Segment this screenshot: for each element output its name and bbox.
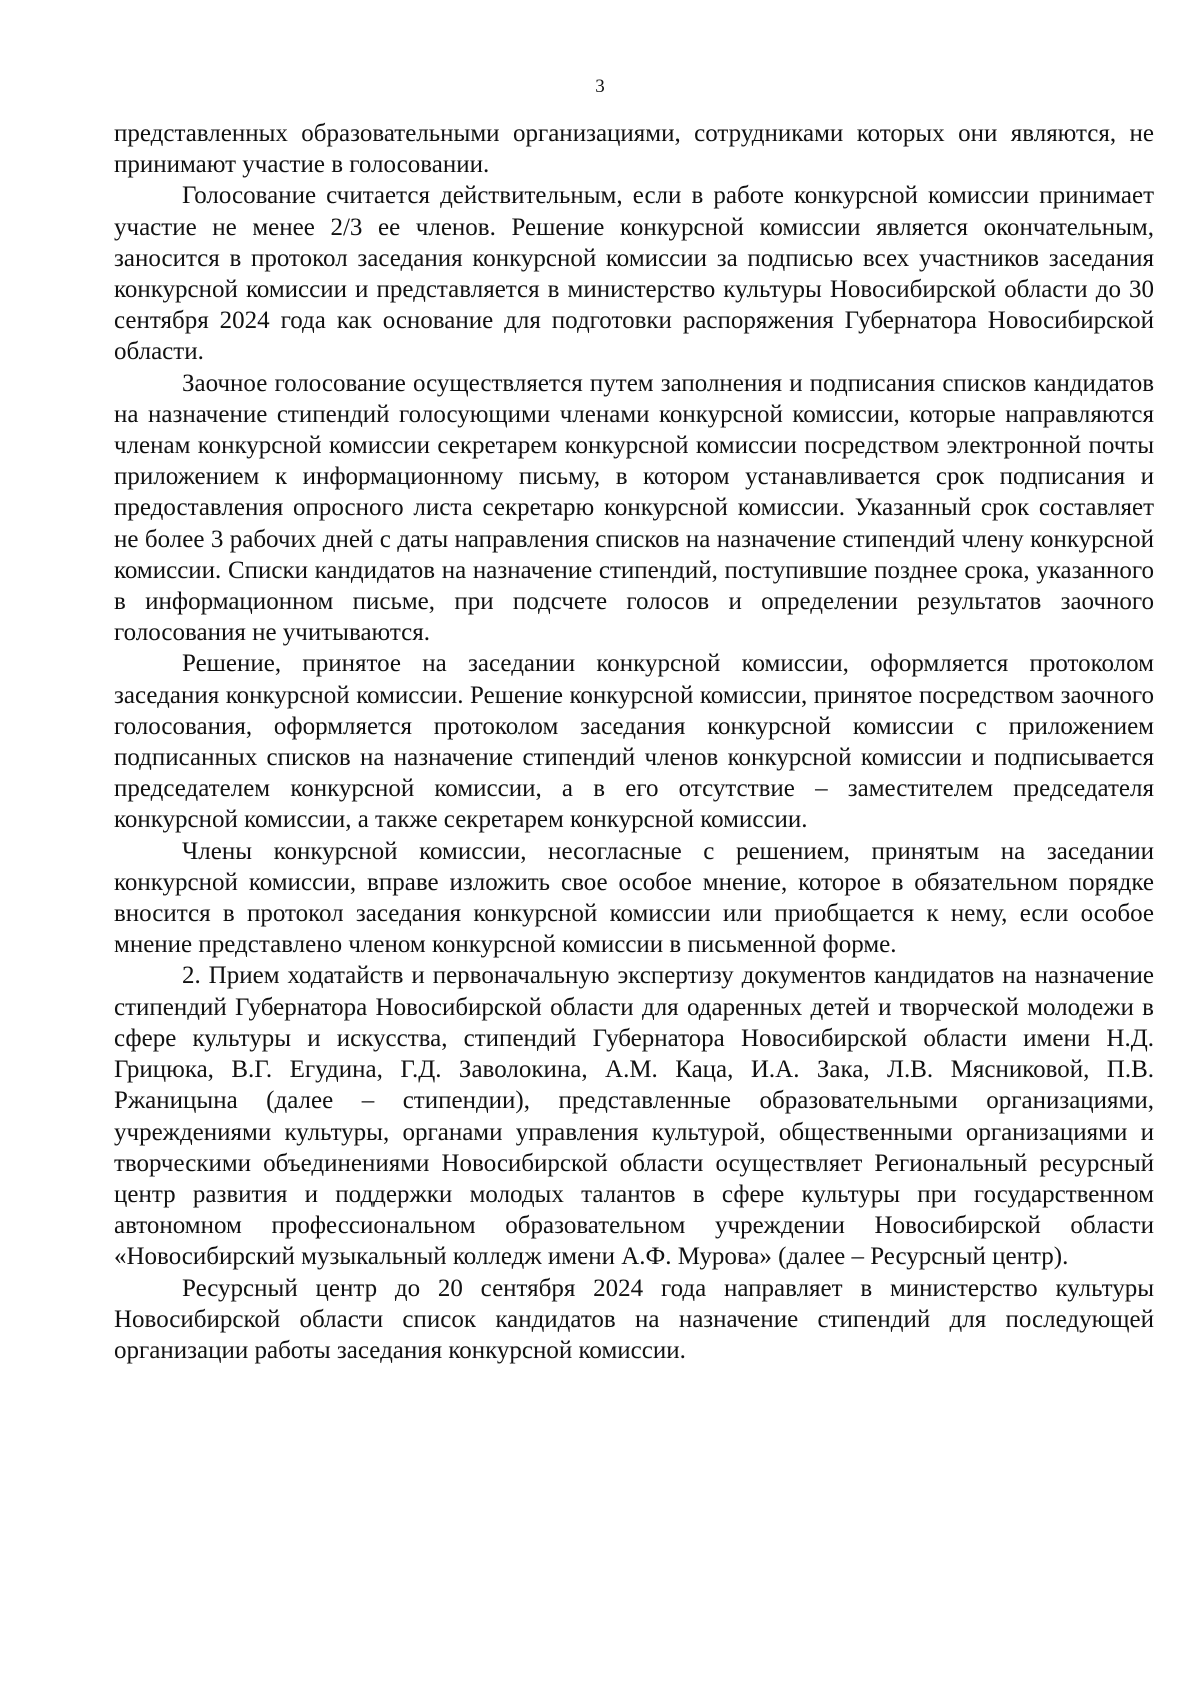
paragraph-continuation: представленных образовательными организациями, сотрудниками которых они являются, не принимают участие в голосовании. bbox=[114, 120, 1154, 179]
paragraph-decision-protocol: Решение, принятое на заседании конкурсной комиссии, оформляется протоколом заседания конкурсной комиссии. Решение конкурсной комиссии, принятое посредством заочного голосования, оформляется протоколом заседания конкурсной комиссии с приложением подписанных списков на назначение стипендий членов конкурсной комиссии и подписывается председателем конкурсной комиссии, а в его отсутствие – заместителем председателя конкурсной комиссии, а также секретарем конкурсной комиссии. bbox=[114, 650, 1154, 834]
paragraph-absentee-voting: Заочное голосование осуществляется путем заполнения и подписания списков кандидатов на назначение стипендий голосующими членами конкурсной комиссии, которые направляются членам конкурсной комиссии секретарем конкурсной комиссии посредством электронной почты приложением к информационному письму, в котором устанавливается срок подписания и предоставления опросного листа секретарю конкурсной комиссии. Указанный срок составляет не более 3 рабочих дней с даты направления списков на назначение стипендий члену конкурсной комиссии. Списки кандидатов на назначение стипендий, поступившие позднее срока, указанного в информационном письме, при подсчете голосов и определении результатов заочного голосования не учитываются. bbox=[114, 369, 1154, 647]
paragraph-dissenting-opinion: Члены конкурсной комиссии, несогласные с решением, принятым на заседании конкурсной комиссии, вправе изложить свое особое мнение, которое в обязательном порядке вносится в протокол заседания конкурсной комиссии или приобщается к нему, если особое мнение представлено членом конкурсной комиссии в письменной форме. bbox=[114, 837, 1154, 959]
paragraph-voting-validity: Голосование считается действительным, если в работе конкурсной комиссии принимает участие не менее 2/3 ее членов. Решение конкурсной комиссии является окончательным, заносится в протокол заседания конкурсной комиссии за подписью всех участников заседания конкурсной комиссии и представляется в министерство культуры Новосибирской области до 30 сентября 2024 года как основание для подготовки распоряжения Губернатора Новосибирской области. bbox=[114, 182, 1154, 366]
document-body bbox=[114, 118, 1154, 1366]
paragraph-section-2: 2. Прием ходатайств и первоначальную экспертизу документов кандидатов на назначение стипендий Губернатора Новосибирской области для одаренных детей и творческой молодежи в сфере культуры и искусства, стипендий Губернатора Новосибирской области имени Н.Д. Грицюка, В.Г. Егудина, Г.Д. Заволокина, А.М. Каца, И.А. Зака, Л.В. Мясниковой, П.В. Ржаницына (далее – стипендии), представленные образовательными организациями, учреждениями культуры, органами управления культурой, общественными организациями и творческими объединениями Новосибирской области осуществляет Региональный ресурсный центр развития и поддержки молодых талантов в сфере культуры при государственном автономном профессиональном образовательном учреждении Новосибирской области «Новосибирский музыкальный колледж имени А.Ф. Мурова» (далее – Ресурсный центр). bbox=[114, 962, 1154, 1271]
page-number: 3 bbox=[595, 76, 605, 97]
paragraph-resource-center: Ресурсный центр до 20 сентября 2024 года направляет в министерство культуры Новосибирской области список кандидатов на назначение стипендий для последующей организации работы заседания конкурсной комиссии. bbox=[114, 1274, 1154, 1364]
